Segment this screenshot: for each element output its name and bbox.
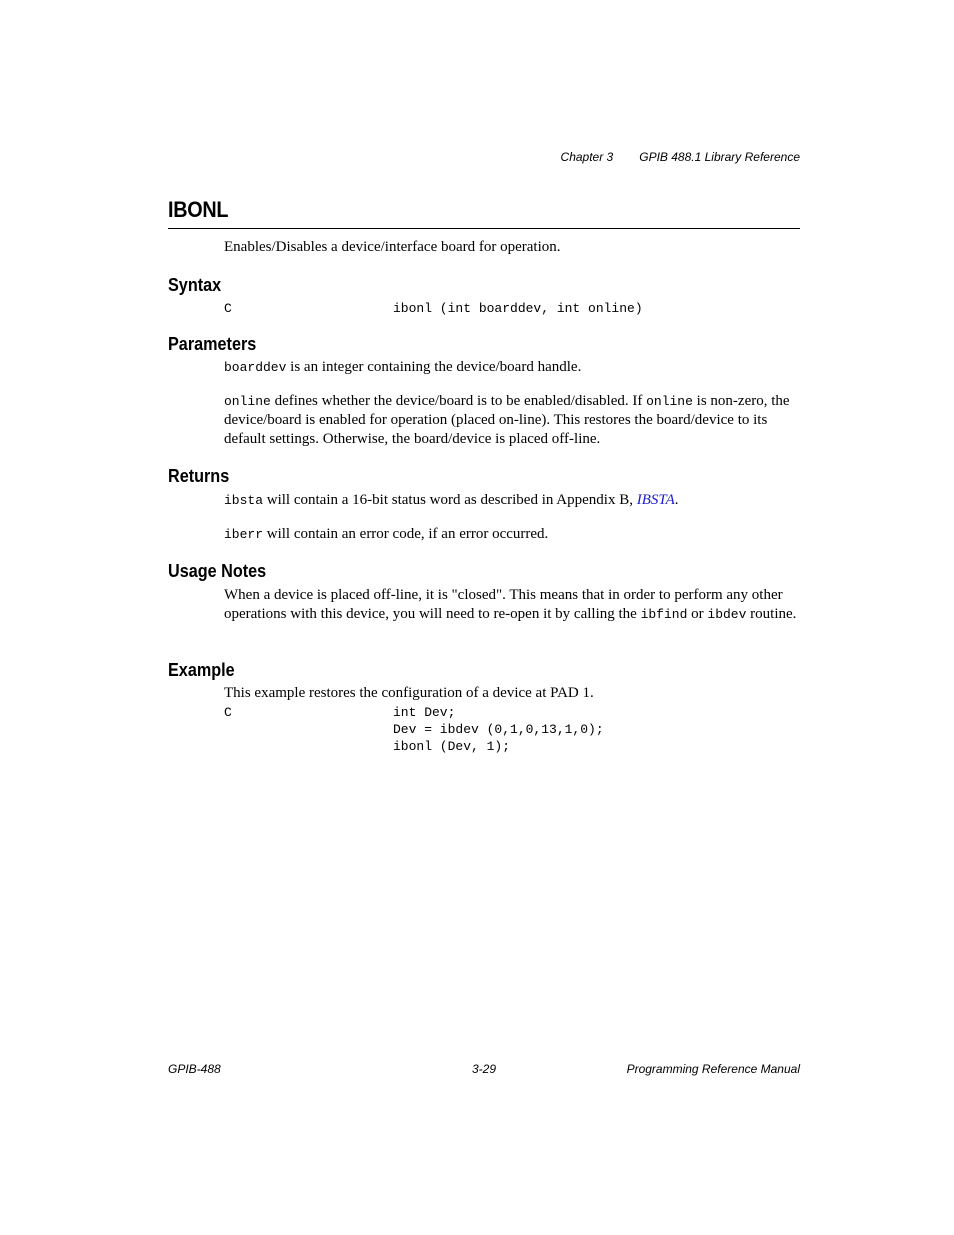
ibsta-link[interactable]: IBSTA <box>636 492 675 508</box>
returns-ibsta-end: . <box>674 492 679 508</box>
intro-text: Enables/Disables a device/interface board for operation. <box>224 239 561 255</box>
header-chapter: Chapter 3 <box>560 150 614 164</box>
usage-heading: Usage Notes <box>168 561 267 581</box>
code-boarddev: boarddev <box>224 360 287 375</box>
running-header <box>561 150 800 164</box>
syntax-code: ibonl (int boarddev, int online) <box>393 301 643 316</box>
page-title: IBONL <box>168 197 229 222</box>
code-ibsta: ibsta <box>224 493 264 508</box>
example-code-line-1: int Dev; <box>393 705 456 720</box>
usage-text-2: or <box>687 606 708 622</box>
example-code-line-3: ibonl (Dev, 1); <box>393 739 511 754</box>
param-boarddev <box>224 358 800 377</box>
footer-left: GPIB-488 <box>168 1062 221 1076</box>
param-boarddev-text: is an integer containing the device/board handle. <box>286 359 582 375</box>
returns-heading: Returns <box>168 466 230 486</box>
syntax-heading: Syntax <box>168 275 222 295</box>
footer-right: Programming Reference Manual <box>626 1062 800 1076</box>
code-online: online <box>224 394 271 409</box>
usage-text <box>224 586 800 624</box>
header-section: GPIB 488.1 Library Reference <box>639 150 800 164</box>
example-intro: This example restores the configuration of a device at PAD 1. <box>224 685 594 701</box>
param-online <box>224 392 800 449</box>
param-online-text-1: defines whether the device/board is to be enabled/disabled. If <box>270 393 647 409</box>
code-online-2: online <box>646 394 693 409</box>
footer-page-number: 3-29 <box>472 1062 497 1076</box>
usage-text-1: When a device is placed off-line, it is "closed". This means that in order to perform any other operations with this device, you will need to re-open it by calling the <box>224 587 783 622</box>
returns-iberr <box>224 525 800 544</box>
syntax-lang: C <box>224 301 232 316</box>
example-lang: C <box>224 705 232 720</box>
example-heading: Example <box>168 660 235 680</box>
code-ibdev: ibdev <box>707 607 747 622</box>
code-iberr: iberr <box>224 527 264 542</box>
title-rule <box>168 228 800 229</box>
returns-iberr-text: will contain an error code, if an error occurred. <box>263 526 549 542</box>
returns-ibsta-text: will contain a 16-bit status word as described in Appendix B, <box>263 492 637 508</box>
example-code-line-2: Dev = ibdev (0,1,0,13,1,0); <box>393 722 604 737</box>
parameters-heading: Parameters <box>168 334 257 354</box>
returns-ibsta <box>224 491 800 510</box>
code-ibfind: ibfind <box>640 607 688 622</box>
usage-text-3: routine. <box>746 606 797 622</box>
param-online-text-2: is non-zero, the device/board is enabled for operation (placed on-line). This restores the board/device to its default settings. Otherwise, the board/device is placed off-line. <box>224 393 790 447</box>
